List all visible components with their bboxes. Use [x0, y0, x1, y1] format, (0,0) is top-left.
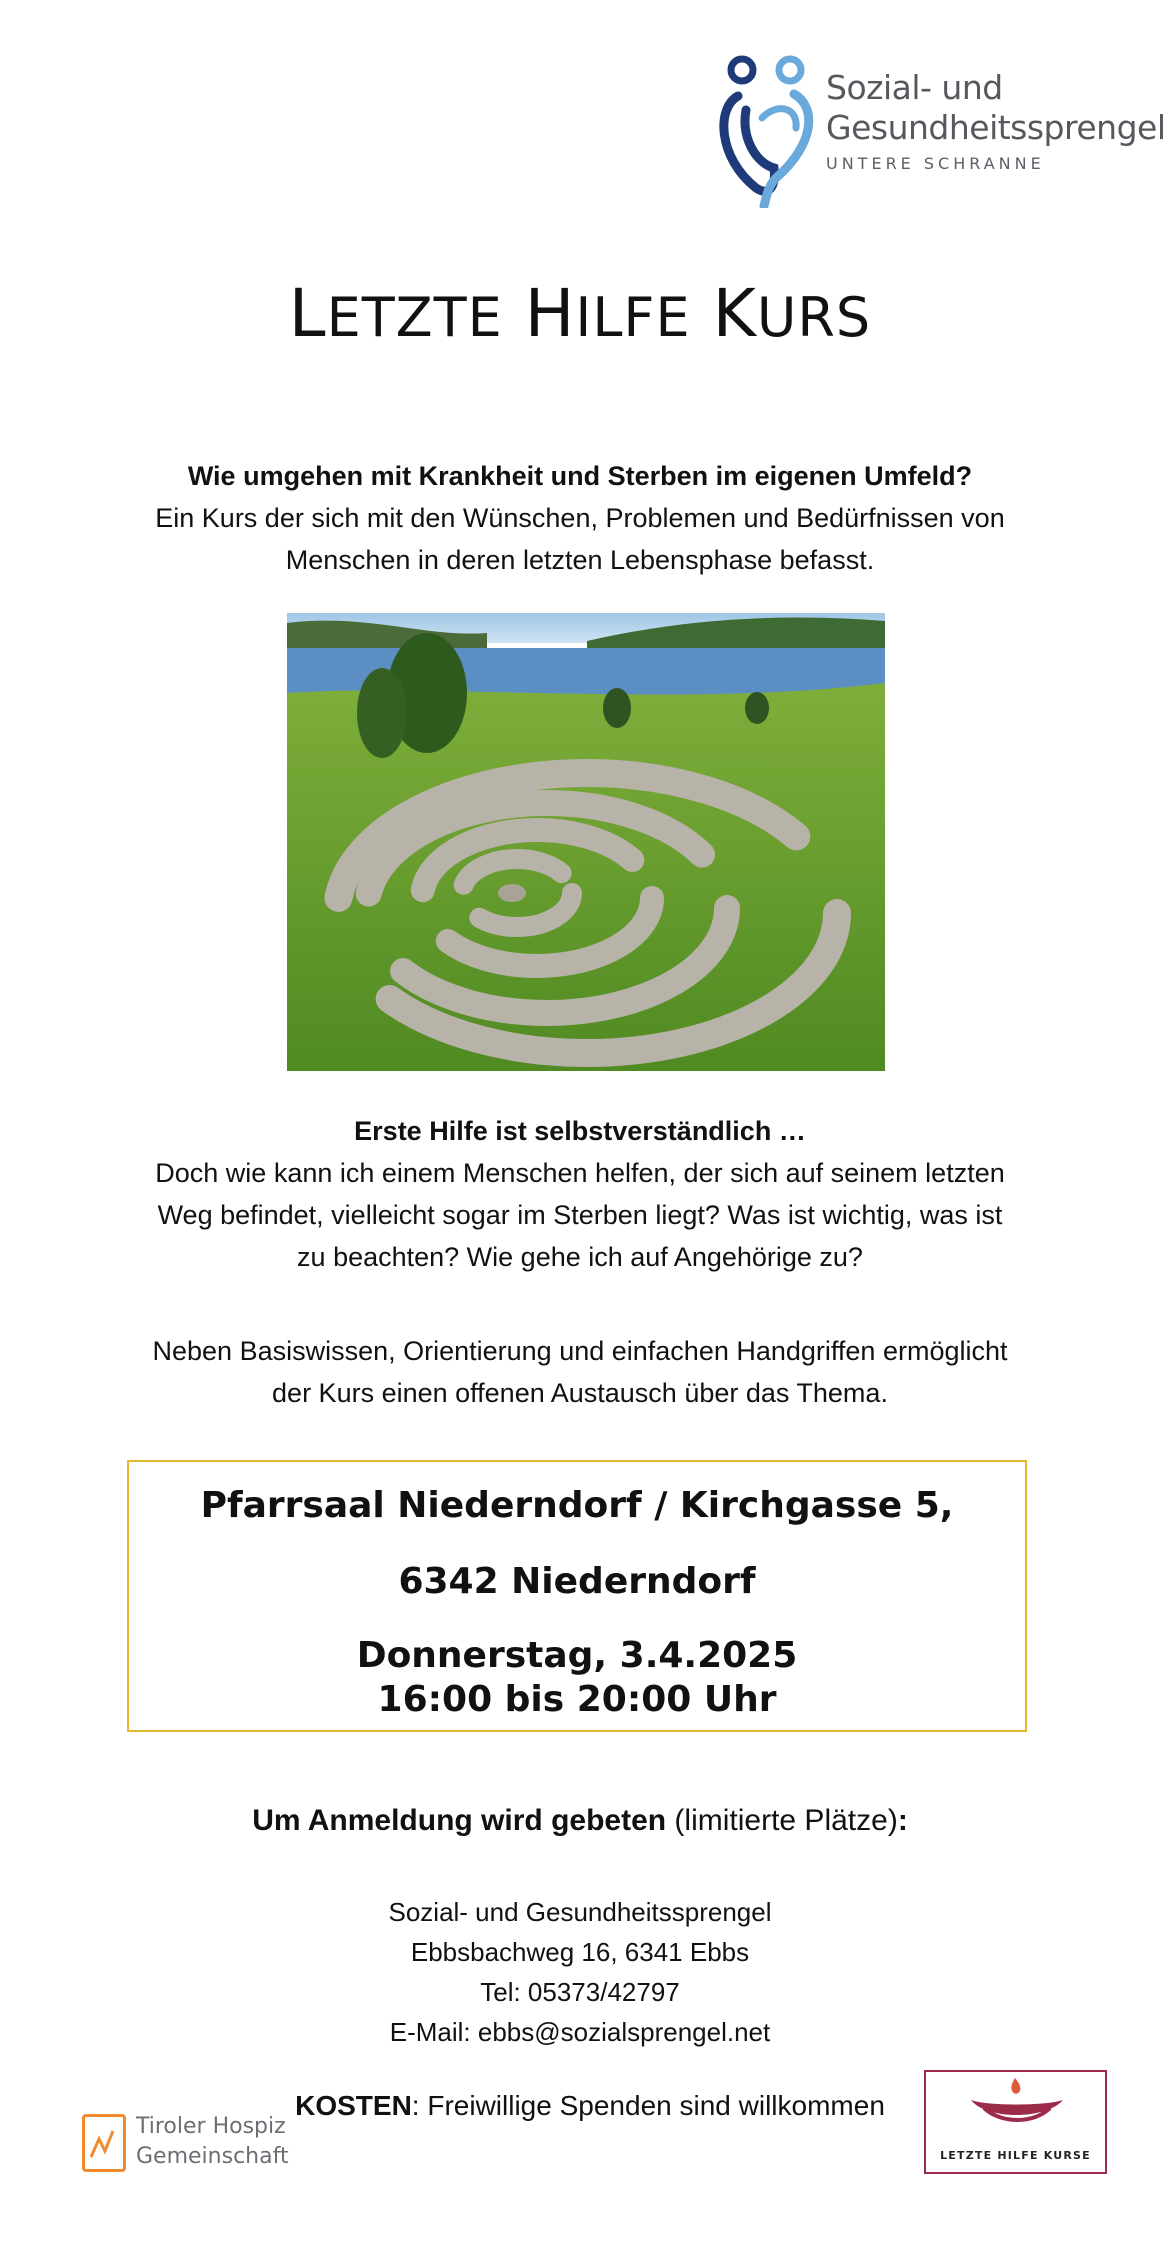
- erste-line-3: zu beachten? Wie gehe ich auf Angehörige zu?: [297, 1242, 863, 1272]
- letzte-hilfe-kurse-logo: [924, 2070, 1107, 2174]
- event-location-1: Pfarrsaal Niederndorf / Kirchgasse 5,: [200, 1485, 954, 1526]
- lhk-label: LETZTE HILFE KURSE: [940, 2149, 1091, 2162]
- contact-email[interactable]: E-Mail: ebbs@sozialsprengel.net: [389, 2017, 771, 2047]
- erste-hilfe-section: [100, 1110, 1060, 1278]
- erste-line-2: Weg befindet, vielleicht sogar im Sterben liegt? Was ist wichtig, was ist: [157, 1200, 1003, 1230]
- registration-colon: :: [897, 1804, 908, 1837]
- intro-line-2: Menschen in deren letzten Lebensphase befasst.: [285, 545, 875, 575]
- hospiz-line-1: Tiroler Hospiz: [136, 2114, 286, 2139]
- event-time: 16:00 bis 20:00 Uhr: [377, 1679, 777, 1720]
- hospiz-mark-icon: [82, 2114, 126, 2172]
- costs-text: : Freiwillige Spenden sind willkommen: [411, 2090, 885, 2121]
- tiroler-hospiz-logo: [82, 2108, 289, 2178]
- sprengel-logo: [716, 48, 1166, 208]
- oil-lamp-icon: [926, 2072, 1109, 2142]
- costs-label: KOSTEN: [295, 2090, 412, 2121]
- erste-line-1: Doch wie kann ich einem Menschen helfen, der sich auf seinem letzten: [155, 1158, 1005, 1188]
- event-location-2: 6342 Niederndorf: [398, 1561, 756, 1602]
- title-initial-3: K: [712, 275, 757, 352]
- title-rest-3: URS: [756, 286, 872, 349]
- neben-line-2: der Kurs einen offenen Austausch über das Thema.: [272, 1378, 888, 1408]
- event-info-box: [127, 1460, 1027, 1732]
- erste-heading: Erste Hilfe ist selbstverständlich …: [354, 1116, 806, 1146]
- heart-people-icon: [716, 48, 826, 208]
- intro-heading: Wie umgehen mit Krankheit und Sterben im eigenen Umfeld?: [187, 461, 973, 491]
- page-title: [0, 275, 1160, 352]
- title-initial-1: L: [288, 275, 327, 352]
- title-rest-2: ILFE: [575, 286, 691, 349]
- event-date: Donnerstag, 3.4.2025: [356, 1635, 798, 1676]
- hospiz-line-2: Gemeinschaft: [136, 2144, 289, 2169]
- spiral-landscape-photo: [287, 613, 885, 1071]
- contact-tel[interactable]: Tel: 05373/42797: [480, 1977, 680, 2007]
- registration-normal: (limitierte Plätze): [666, 1804, 898, 1837]
- logo-line-1: Sozial- und: [826, 68, 1003, 107]
- logo-line-3: UNTERE SCHRANNE: [826, 154, 1045, 173]
- logo-line-2: Gesundheitssprengel: [826, 108, 1166, 147]
- neben-line-1: Neben Basiswissen, Orientierung und einfachen Handgriffen ermöglicht: [152, 1336, 1008, 1366]
- registration-note: [100, 1800, 1060, 1842]
- contact-address: Ebbsbachweg 16, 6341 Ebbs: [410, 1937, 750, 1967]
- title-rest-1: ETZTE: [326, 286, 503, 349]
- contact-block: [100, 1892, 1060, 2052]
- costs-note: [200, 2085, 980, 2127]
- neben-section: [100, 1330, 1060, 1414]
- intro-line-1: Ein Kurs der sich mit den Wünschen, Problemen und Bedürfnissen von: [155, 503, 1005, 533]
- intro-section: [100, 455, 1060, 581]
- registration-bold: Um Anmeldung wird gebeten: [252, 1804, 667, 1837]
- title-initial-2: H: [524, 275, 576, 352]
- contact-org: Sozial- und Gesundheitssprengel: [388, 1897, 772, 1927]
